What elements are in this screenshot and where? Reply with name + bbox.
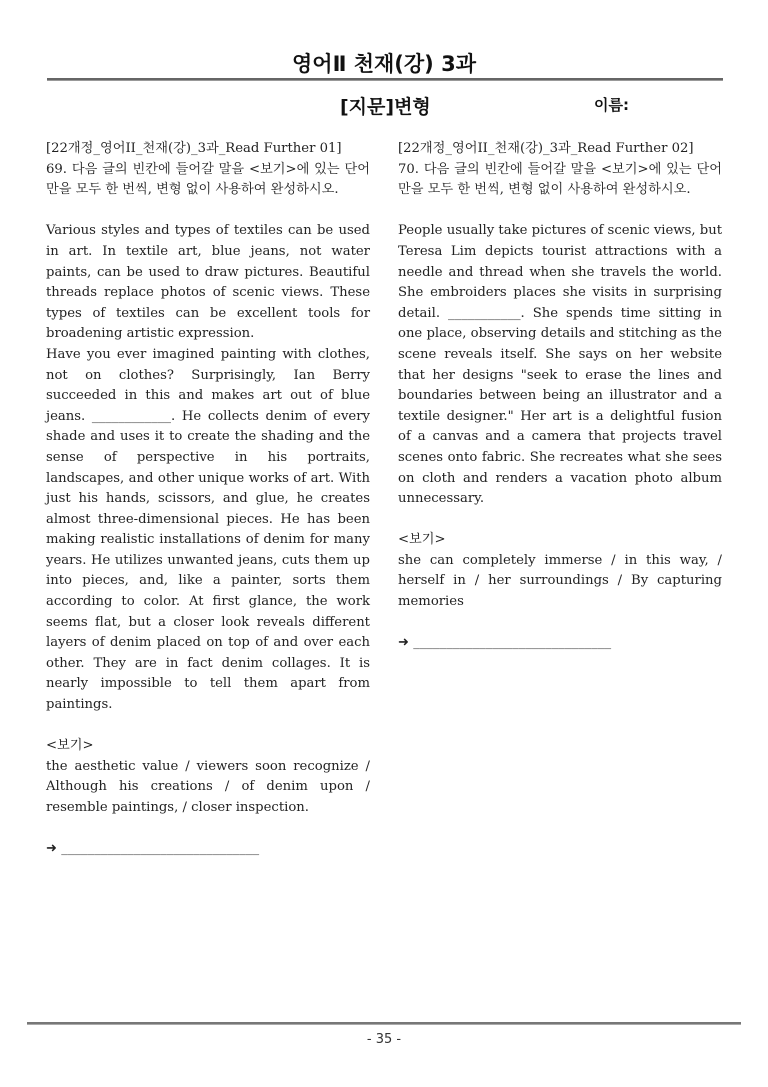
answer-line: ➜ ______________________________ [398, 635, 612, 651]
header-divider [47, 78, 723, 81]
word-box-label: <보기> [398, 532, 446, 548]
question-instruction: 70. 다음 글의 빈칸에 들어갈 말을 <보기>에 있는 단어만을 모두 한 번씩, 변형 없이 사용하여 완성하시오. [398, 161, 722, 198]
footer-divider [27, 1022, 741, 1025]
section-subtitle: [지문]변형 [340, 96, 431, 118]
question-source: [22개정_영어II_천재(강)_3과_Read Further 01] [46, 141, 342, 156]
page-title: 영어Ⅱ 천재(강) 3과 [292, 52, 476, 76]
page-number: - 35 - [366, 1032, 402, 1047]
word-box-words: the aesthetic value / viewers soon recognize / Although his creations / of denim upon / resemble paintings, / closer inspection. [46, 758, 370, 815]
passage-paragraph: People usually take pictures of scenic views, but Teresa Lim depicts tourist attractions with a needle and thread when she travels the world. She embroiders places she visits in surprising detail. ___________. She spends time sitting in one place, observing details and stitching as the scene reveals itself. She says on her website that her designs "seek to erase the lines and boundaries between being an illustrator and a textile designer." Her art is a delightful fusion of a canvas and a camera that projects travel scenes onto fabric. She recreates what she sees on cloth and renders a vacation photo album unnecessary. [398, 223, 722, 507]
question-source: [22개정_영어II_천재(강)_3과_Read Further 02] [398, 141, 694, 156]
question-69 [46, 139, 370, 860]
name-label: 이름: [594, 96, 629, 114]
answer-line: ➜ ______________________________ [46, 841, 260, 857]
word-box-words: she can completely immerse / in this way, / herself in / her surroundings / By capturing memories [398, 552, 722, 610]
question-70 [398, 139, 722, 654]
passage-paragraph: Various styles and types of textiles can be used in art. In textile art, blue jeans, not water paints, can be used to draw pictures. Beautiful threads replace photos of scenic views. These types of textiles can be excellent tools for broadening artistic expression. [46, 223, 370, 342]
passage-paragraph: Have you ever imagined painting with clothes, not on clothes? Surprisingly, Ian Berry succeeded in this and makes art out of blue jeans. ____________. He collects denim of every shade and uses it to create the shading and the sense of perspective in his portraits, landscapes, and other unique works of art. With just his hands, scissors, and glue, he creates almost three-dimensional pieces. He has been making realistic installations of denim for many years. He utilizes unwanted jeans, cuts them up into pieces, and, like a painter, sorts them according to color. At first glance, the work seems flat, but a closer look reveals different layers of denim placed on top of and over each other. They are in fact denim collages. It is nearly impossible to tell them apart from paintings. [46, 346, 370, 713]
question-instruction: 69. 다음 글의 빈칸에 들어갈 말을 <보기>에 있는 단어만을 모두 한 번씩, 변형 없이 사용하여 완성하시오. [46, 161, 370, 198]
word-box-label: <보기> [46, 738, 94, 754]
